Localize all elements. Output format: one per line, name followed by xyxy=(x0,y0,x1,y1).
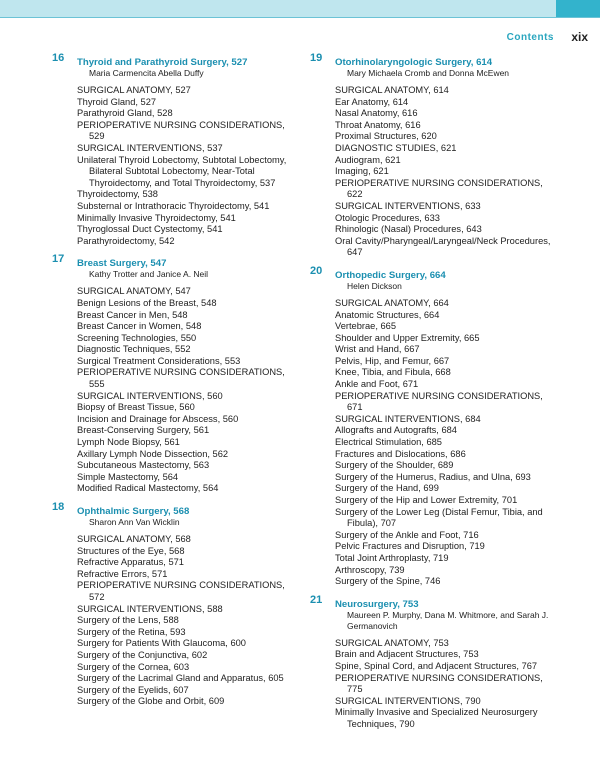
chapter-number: 20 xyxy=(310,264,323,277)
toc-entry[interactable]: Vertebrae, 665 xyxy=(335,321,396,332)
toc-entry[interactable]: SURGICAL ANATOMY, 568 xyxy=(77,534,191,544)
toc-entry[interactable]: Minimally Invasive Thyroidectomy, 541 xyxy=(77,212,236,223)
toc-entry[interactable]: Surgery for Patients With Glaucoma, 600 xyxy=(77,638,246,649)
toc-entry[interactable]: Rhinologic (Nasal) Procedures, 643 xyxy=(335,224,482,235)
toc-entry[interactable]: PERIOPERATIVE NURSING CONSIDERATIONS, 555 xyxy=(77,367,285,390)
toc-entry-list xyxy=(310,85,560,259)
toc-entry-list xyxy=(310,638,560,731)
toc-entry[interactable]: Surgical Treatment Considerations, 553 xyxy=(77,355,241,366)
chapter-title-link[interactable]: Breast Surgery, 547 xyxy=(77,258,167,270)
toc-entry[interactable]: Minimally Invasive and Specialized Neurosurgery Techniques, 790 xyxy=(335,707,538,729)
chapter-block xyxy=(52,253,302,495)
chapter-number: 18 xyxy=(52,501,65,513)
toc-entry[interactable]: Thyroid Gland, 527 xyxy=(77,96,157,107)
toc-entry[interactable]: Surgery of the Eyelids, 607 xyxy=(77,684,189,695)
toc-entry[interactable]: Wrist and Hand, 667 xyxy=(335,344,420,355)
toc-entry[interactable]: PERIOPERATIVE NURSING CONSIDERATIONS, 529 xyxy=(77,119,285,142)
page-number: xix xyxy=(571,30,588,44)
toc-entry[interactable]: Breast-Conserving Surgery, 561 xyxy=(77,425,210,436)
toc-entry[interactable]: Surgery of the Ankle and Foot, 716 xyxy=(335,529,479,540)
toc-column-right xyxy=(310,52,560,737)
toc-entry[interactable]: Incision and Drainage for Abscess, 560 xyxy=(77,413,239,424)
toc-entry[interactable]: Proximal Structures, 620 xyxy=(335,131,437,142)
toc-entry[interactable]: SURGICAL INTERVENTIONS, 790 xyxy=(335,695,481,706)
toc-entry[interactable]: SURGICAL ANATOMY, 664 xyxy=(335,297,449,308)
toc-entry[interactable]: SURGICAL ANATOMY, 753 xyxy=(335,637,449,648)
toc-entry-list xyxy=(52,534,302,708)
chapter-title-link[interactable]: Otorhinolaryngologic Surgery, 614 xyxy=(335,57,493,68)
toc-entry[interactable]: Diagnostic Techniques, 552 xyxy=(77,344,191,355)
toc-entry[interactable]: Total Joint Arthroplasty, 719 xyxy=(335,552,449,563)
toc-entry[interactable]: Structures of the Eye, 568 xyxy=(77,545,185,556)
toc-entry[interactable]: SURGICAL ANATOMY, 527 xyxy=(77,85,191,95)
chapter-author: Sharon Ann Van Wicklin xyxy=(89,517,180,527)
chapter-number: 17 xyxy=(52,253,65,266)
header-band xyxy=(0,0,600,18)
toc-entry[interactable]: Oral Cavity/Pharyngeal/Laryngeal/Neck Procedures, 647 xyxy=(335,235,551,258)
running-head: Contents xyxy=(506,32,554,43)
toc-entry[interactable]: Parathyroidectomy, 542 xyxy=(77,235,175,246)
toc-entry[interactable]: Spine, Spinal Cord, and Adjacent Structures, 767 xyxy=(335,660,538,671)
toc-entry[interactable]: Electrical Stimulation, 685 xyxy=(335,437,442,448)
toc-entry[interactable]: Nasal Anatomy, 616 xyxy=(335,108,418,119)
toc-entry[interactable]: Surgery of the Shoulder, 689 xyxy=(335,460,454,471)
chapter-author: Mary Michaela Cromb and Donna McEwen xyxy=(347,68,510,78)
toc-entry[interactable]: Simple Mastectomy, 564 xyxy=(77,471,179,482)
chapter-author: Helen Dickson xyxy=(347,280,402,291)
chapter-heading xyxy=(310,594,560,609)
chapter-block xyxy=(310,265,560,588)
toc-entry[interactable]: Ankle and Foot, 671 xyxy=(335,379,419,390)
toc-entry[interactable]: Screening Technologies, 550 xyxy=(77,332,197,343)
toc-entry[interactable]: Brain and Adjacent Structures, 753 xyxy=(335,649,479,660)
toc-entry[interactable]: SURGICAL INTERVENTIONS, 560 xyxy=(77,390,223,401)
toc-entry[interactable]: Breast Cancer in Men, 548 xyxy=(77,309,188,320)
toc-entry[interactable]: Fractures and Dislocations, 686 xyxy=(335,448,466,459)
toc-entry[interactable]: Audiogram, 621 xyxy=(335,154,401,165)
toc-entry[interactable]: Surgery of the Cornea, 603 xyxy=(77,661,190,672)
chapter-title-link[interactable]: Thyroid and Parathyroid Surgery, 527 xyxy=(77,57,248,68)
toc-entry[interactable]: Anatomic Structures, 664 xyxy=(335,309,440,320)
chapter-number: 19 xyxy=(310,52,323,64)
chapter-heading xyxy=(310,52,560,67)
toc-entry[interactable]: Surgery of the Hand, 699 xyxy=(335,483,439,494)
toc-entry[interactable]: Surgery of the Lacrimal Gland and Apparatus, 605 xyxy=(77,673,284,684)
chapter-author: Kathy Trotter and Janice A. Neil xyxy=(89,269,209,280)
toc-entry[interactable]: Refractive Apparatus, 571 xyxy=(77,557,184,568)
toc-entry[interactable]: Arthroscopy, 739 xyxy=(335,564,405,575)
toc-entry[interactable]: Surgery of the Lower Leg (Distal Femur, Tibia, and Fibula), 707 xyxy=(335,506,543,529)
toc-entry[interactable]: Modified Radical Mastectomy, 564 xyxy=(77,483,219,494)
chapter-block xyxy=(310,52,560,259)
toc-entry[interactable]: Parathyroid Gland, 528 xyxy=(77,108,173,119)
toc-entry[interactable]: Surgery of the Hip and Lower Extremity, 701 xyxy=(335,495,518,505)
chapter-heading xyxy=(52,253,302,268)
toc-entry[interactable]: SURGICAL INTERVENTIONS, 684 xyxy=(335,413,481,424)
toc-entry[interactable]: Substernal or Intrathoracic Thyroidectomy, 541 xyxy=(77,200,270,211)
toc-entry[interactable]: DIAGNOSTIC STUDIES, 621 xyxy=(335,142,457,153)
toc-entry[interactable]: SURGICAL ANATOMY, 614 xyxy=(335,85,449,95)
toc-entry[interactable]: Pelvic Fractures and Disruption, 719 xyxy=(335,541,485,552)
toc-entry[interactable]: Allografts and Autografts, 684 xyxy=(335,425,457,436)
toc-entry[interactable]: Surgery of the Retina, 593 xyxy=(77,626,186,637)
toc-entry-list xyxy=(52,85,302,247)
toc-entry[interactable]: Throat Anatomy, 616 xyxy=(335,119,421,130)
chapter-block xyxy=(52,52,302,247)
toc-entry[interactable]: Ear Anatomy, 614 xyxy=(335,96,409,107)
toc-entry[interactable]: Surgery of the Globe and Orbit, 609 xyxy=(77,696,225,707)
toc-entry[interactable]: Thyroidectomy, 538 xyxy=(77,189,158,200)
toc-entry[interactable]: Knee, Tibia, and Fibula, 668 xyxy=(335,367,451,378)
toc-entry[interactable]: Pelvis, Hip, and Femur, 667 xyxy=(335,355,450,366)
toc-entry[interactable]: SURGICAL INTERVENTIONS, 588 xyxy=(77,603,223,614)
chapter-number: 16 xyxy=(52,52,65,64)
chapter-block xyxy=(310,594,560,731)
chapter-block xyxy=(52,501,302,708)
toc-entry[interactable]: Surgery of the Conjunctiva, 602 xyxy=(77,649,208,660)
toc-entry[interactable]: PERIOPERATIVE NURSING CONSIDERATIONS, 572 xyxy=(77,580,285,602)
toc-entry[interactable]: SURGICAL INTERVENTIONS, 633 xyxy=(335,200,481,211)
toc-entry[interactable]: Surgery of the Humerus, Radius, and Ulna, 693 xyxy=(335,471,531,482)
chapter-title-link[interactable]: Neurosurgery, 753 xyxy=(335,598,419,610)
toc-entry[interactable]: Shoulder and Upper Extremity, 665 xyxy=(335,332,480,343)
toc-entry[interactable]: Otologic Procedures, 633 xyxy=(335,212,440,223)
toc-entry[interactable]: Thyroglossal Duct Cystectomy, 541 xyxy=(77,224,223,235)
chapter-heading xyxy=(52,501,302,516)
toc-entry[interactable]: SURGICAL ANATOMY, 547 xyxy=(77,286,191,297)
header-accent-block xyxy=(556,0,600,17)
toc-column-left xyxy=(52,52,302,714)
toc-entry[interactable]: Unilateral Thyroid Lobectomy, Subtotal Lobectomy, Bilateral Subtotal Lobectomy, Near-Total Thyroidectomy, and Total Thyroidectomy, 537 xyxy=(77,154,287,188)
toc-entry[interactable]: PERIOPERATIVE NURSING CONSIDERATIONS, 775 xyxy=(335,672,543,695)
chapter-number: 21 xyxy=(310,593,323,606)
toc-entry[interactable]: Lymph Node Biopsy, 561 xyxy=(77,437,180,448)
chapter-heading xyxy=(310,265,560,280)
toc-entry-list xyxy=(310,298,560,588)
toc-entry[interactable]: Subcutaneous Mastectomy, 563 xyxy=(77,460,210,471)
toc-entry[interactable]: Surgery of the Lens, 588 xyxy=(77,615,179,626)
toc-entry[interactable]: Surgery of the Spine, 746 xyxy=(335,576,441,587)
chapter-title-link[interactable]: Ophthalmic Surgery, 568 xyxy=(77,506,190,517)
toc-entry[interactable]: Benign Lesions of the Breast, 548 xyxy=(77,297,217,308)
toc-entry[interactable]: PERIOPERATIVE NURSING CONSIDERATIONS, 622 xyxy=(335,177,543,200)
toc-entry[interactable]: PERIOPERATIVE NURSING CONSIDERATIONS, 671 xyxy=(335,390,543,413)
toc-entry[interactable]: Biopsy of Breast Tissue, 560 xyxy=(77,402,195,413)
toc-entry[interactable]: Refractive Errors, 571 xyxy=(77,568,168,579)
toc-entry[interactable]: SURGICAL INTERVENTIONS, 537 xyxy=(77,142,223,153)
chapter-title-link[interactable]: Orthopedic Surgery, 664 xyxy=(335,269,446,281)
chapter-heading xyxy=(52,52,302,67)
toc-entry[interactable]: Imaging, 621 xyxy=(335,166,389,177)
toc-entry[interactable]: Axillary Lymph Node Dissection, 562 xyxy=(77,448,229,459)
toc-entry-list xyxy=(52,286,302,495)
chapter-author: Maureen P. Murphy, Dana M. Whitmore, and Sarah J. Germanovich xyxy=(347,609,549,631)
toc-entry[interactable]: Breast Cancer in Women, 548 xyxy=(77,321,202,332)
chapter-author: Maria Carmencita Abella Duffy xyxy=(89,68,204,78)
